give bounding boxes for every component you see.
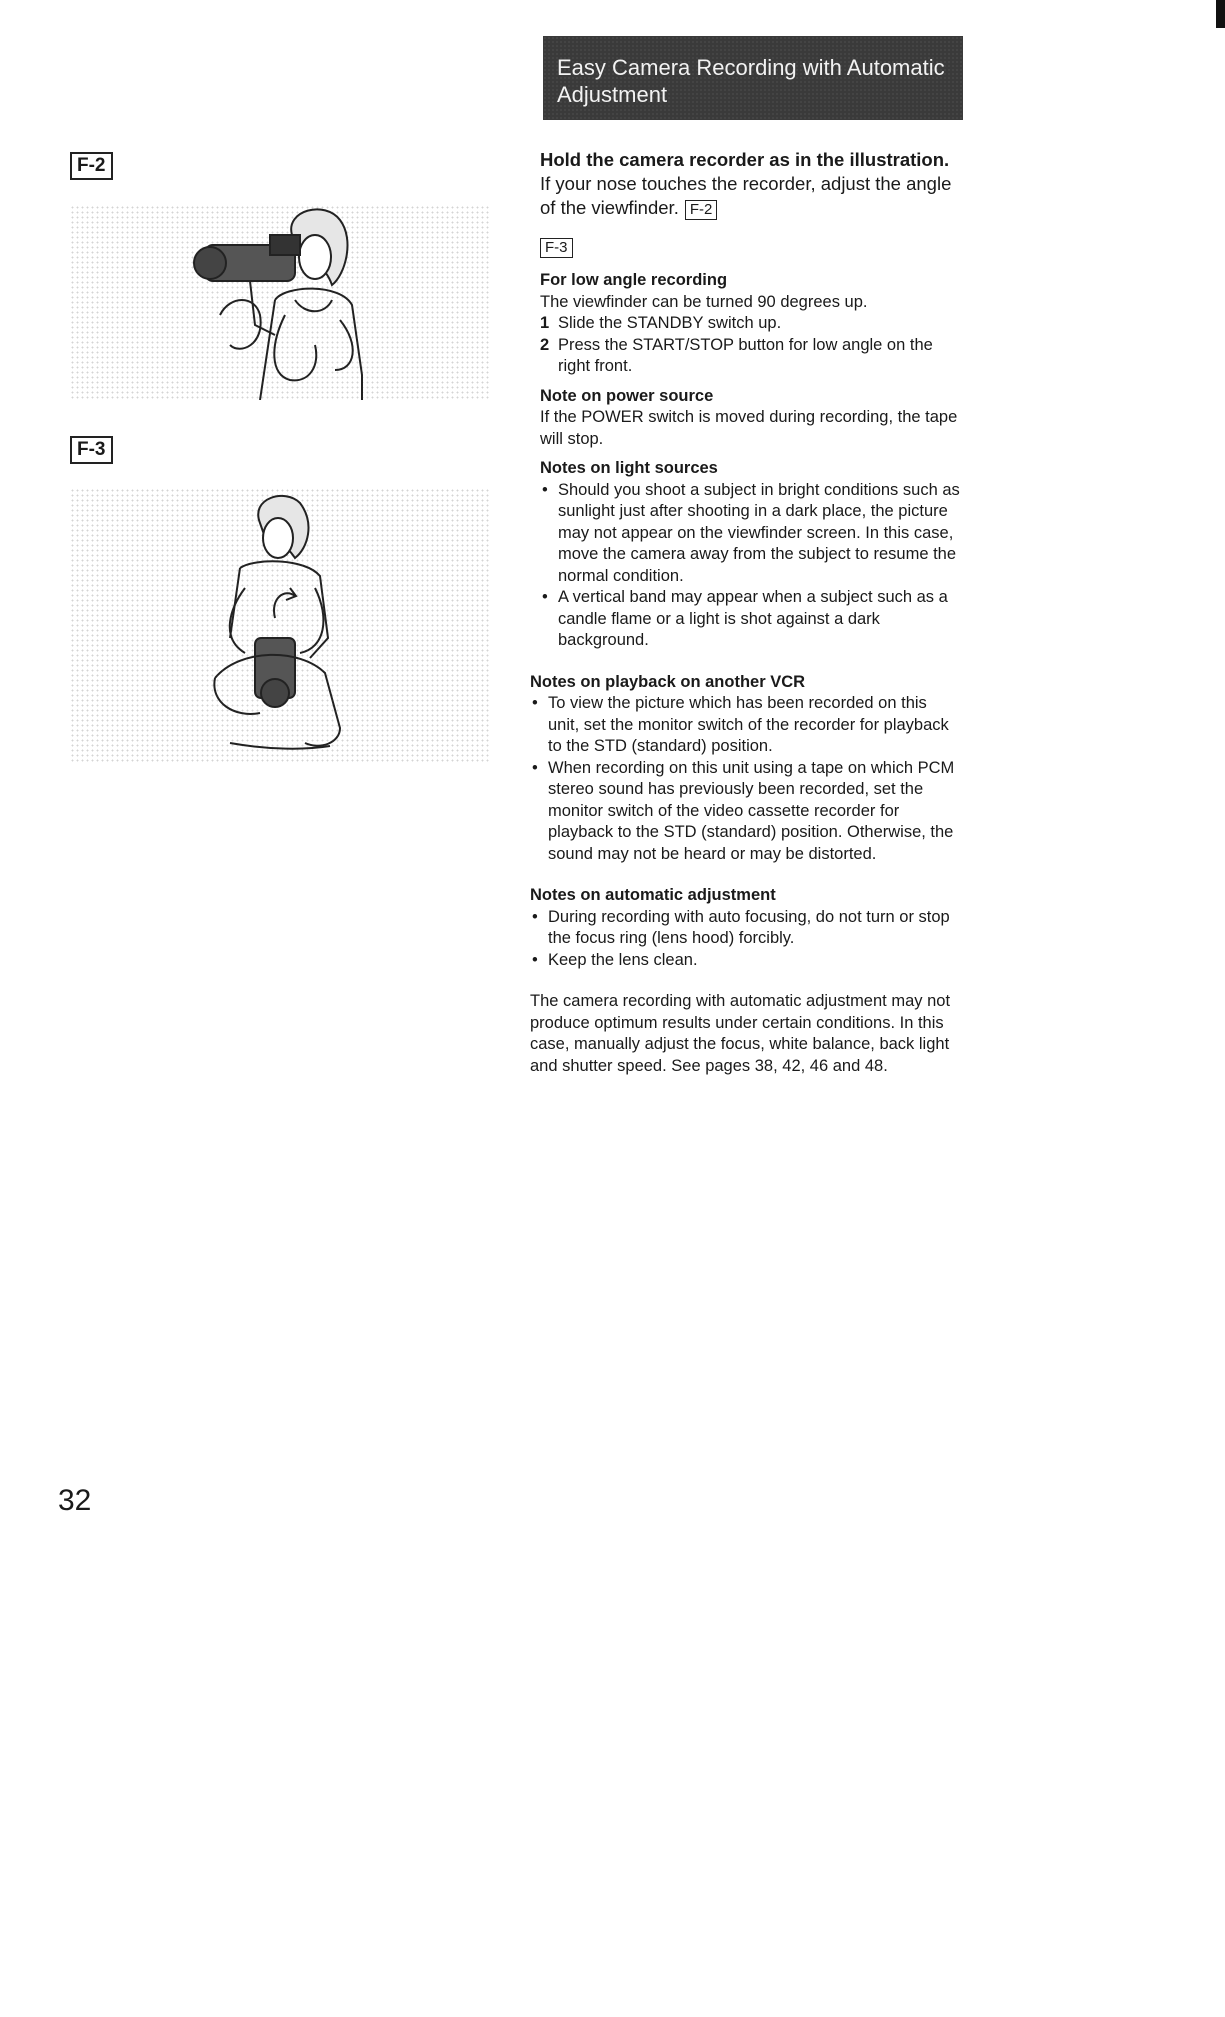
- list-item: • To view the picture which has been recorded on this unit, set the monitor switch of the recorder for playback to the STD (standard) position.: [530, 693, 960, 758]
- page-number: 32: [58, 1484, 92, 1517]
- section-title-line2: Adjustment: [557, 82, 668, 107]
- light-sources-section: [530, 458, 960, 652]
- light-sources-heading: Notes on light sources: [540, 459, 718, 477]
- auto-adjust-heading: Notes on automatic adjustment: [530, 886, 776, 904]
- person-holding-camera-illustration: [70, 205, 490, 400]
- low-angle-body: The viewfinder can be turned 90 degrees up.: [540, 292, 868, 311]
- figure-reference-f2: F-2: [685, 200, 718, 220]
- figure-label-f3: F-3: [70, 436, 113, 464]
- person-low-angle-illustration: [70, 488, 490, 763]
- playback-section: [530, 672, 960, 866]
- list-item: • A vertical band may appear when a subject such as a candle flame or a light is shot against a dark background.: [540, 587, 960, 652]
- list-item: • During recording with auto focusing, do not turn or stop the focus ring (lens hood) forcibly.: [530, 907, 960, 950]
- instructions-column: [530, 148, 960, 1094]
- low-angle-step: 2 Press the START/STOP button for low angle on the right front.: [540, 335, 933, 375]
- low-angle-heading: For low angle recording: [540, 271, 728, 289]
- list-item: • When recording on this unit using a tape on which PCM stereo sound has previously been recorded, set the monitor switch of the video cassette recorder for playback to the STD (standard) position. Otherwise, the sound may not be heard or may be distorted.: [530, 758, 960, 866]
- low-angle-step: 1 Slide the STANDBY switch up.: [540, 314, 782, 332]
- figure-tag-f3: F-3: [540, 238, 573, 258]
- closing-paragraph: The camera recording with automatic adjustment may not produce optimum results under certain conditions. In this case, manually adjust the focus, white balance, back light and shutter speed. See pages 38, 42, 46 and 48.: [530, 992, 951, 1075]
- figure-f3-illustration: [70, 488, 490, 763]
- intro-body: If your nose touches the recorder, adjust the angle of the viewfinder.: [540, 173, 952, 218]
- playback-heading: Notes on playback on another VCR: [530, 672, 806, 691]
- power-source-heading: Note on power source: [540, 386, 714, 405]
- auto-adjust-section: [530, 885, 960, 971]
- page-edge-mark: [1216, 0, 1225, 28]
- low-angle-section: [530, 270, 960, 378]
- power-source-body: If the POWER switch is moved during recording, the tape will stop.: [540, 408, 958, 448]
- intro-lead: Hold the camera recorder as in the illustration.: [540, 149, 950, 170]
- figure-f2-illustration: [70, 205, 490, 400]
- list-item: • Keep the lens clean.: [530, 950, 960, 972]
- section-title-line1: Easy Camera Recording with Automatic: [557, 55, 945, 80]
- list-item: • Should you shoot a subject in bright conditions such as sunlight just after shooting in a dark place, the picture may not appear on the viewfinder screen. In this case, move the camera away from the subject to resume the normal condition.: [540, 480, 960, 588]
- section-title-banner: [543, 36, 963, 120]
- power-source-section: [530, 386, 960, 451]
- figure-label-f2: F-2: [70, 152, 113, 180]
- intro-paragraph: [530, 148, 960, 220]
